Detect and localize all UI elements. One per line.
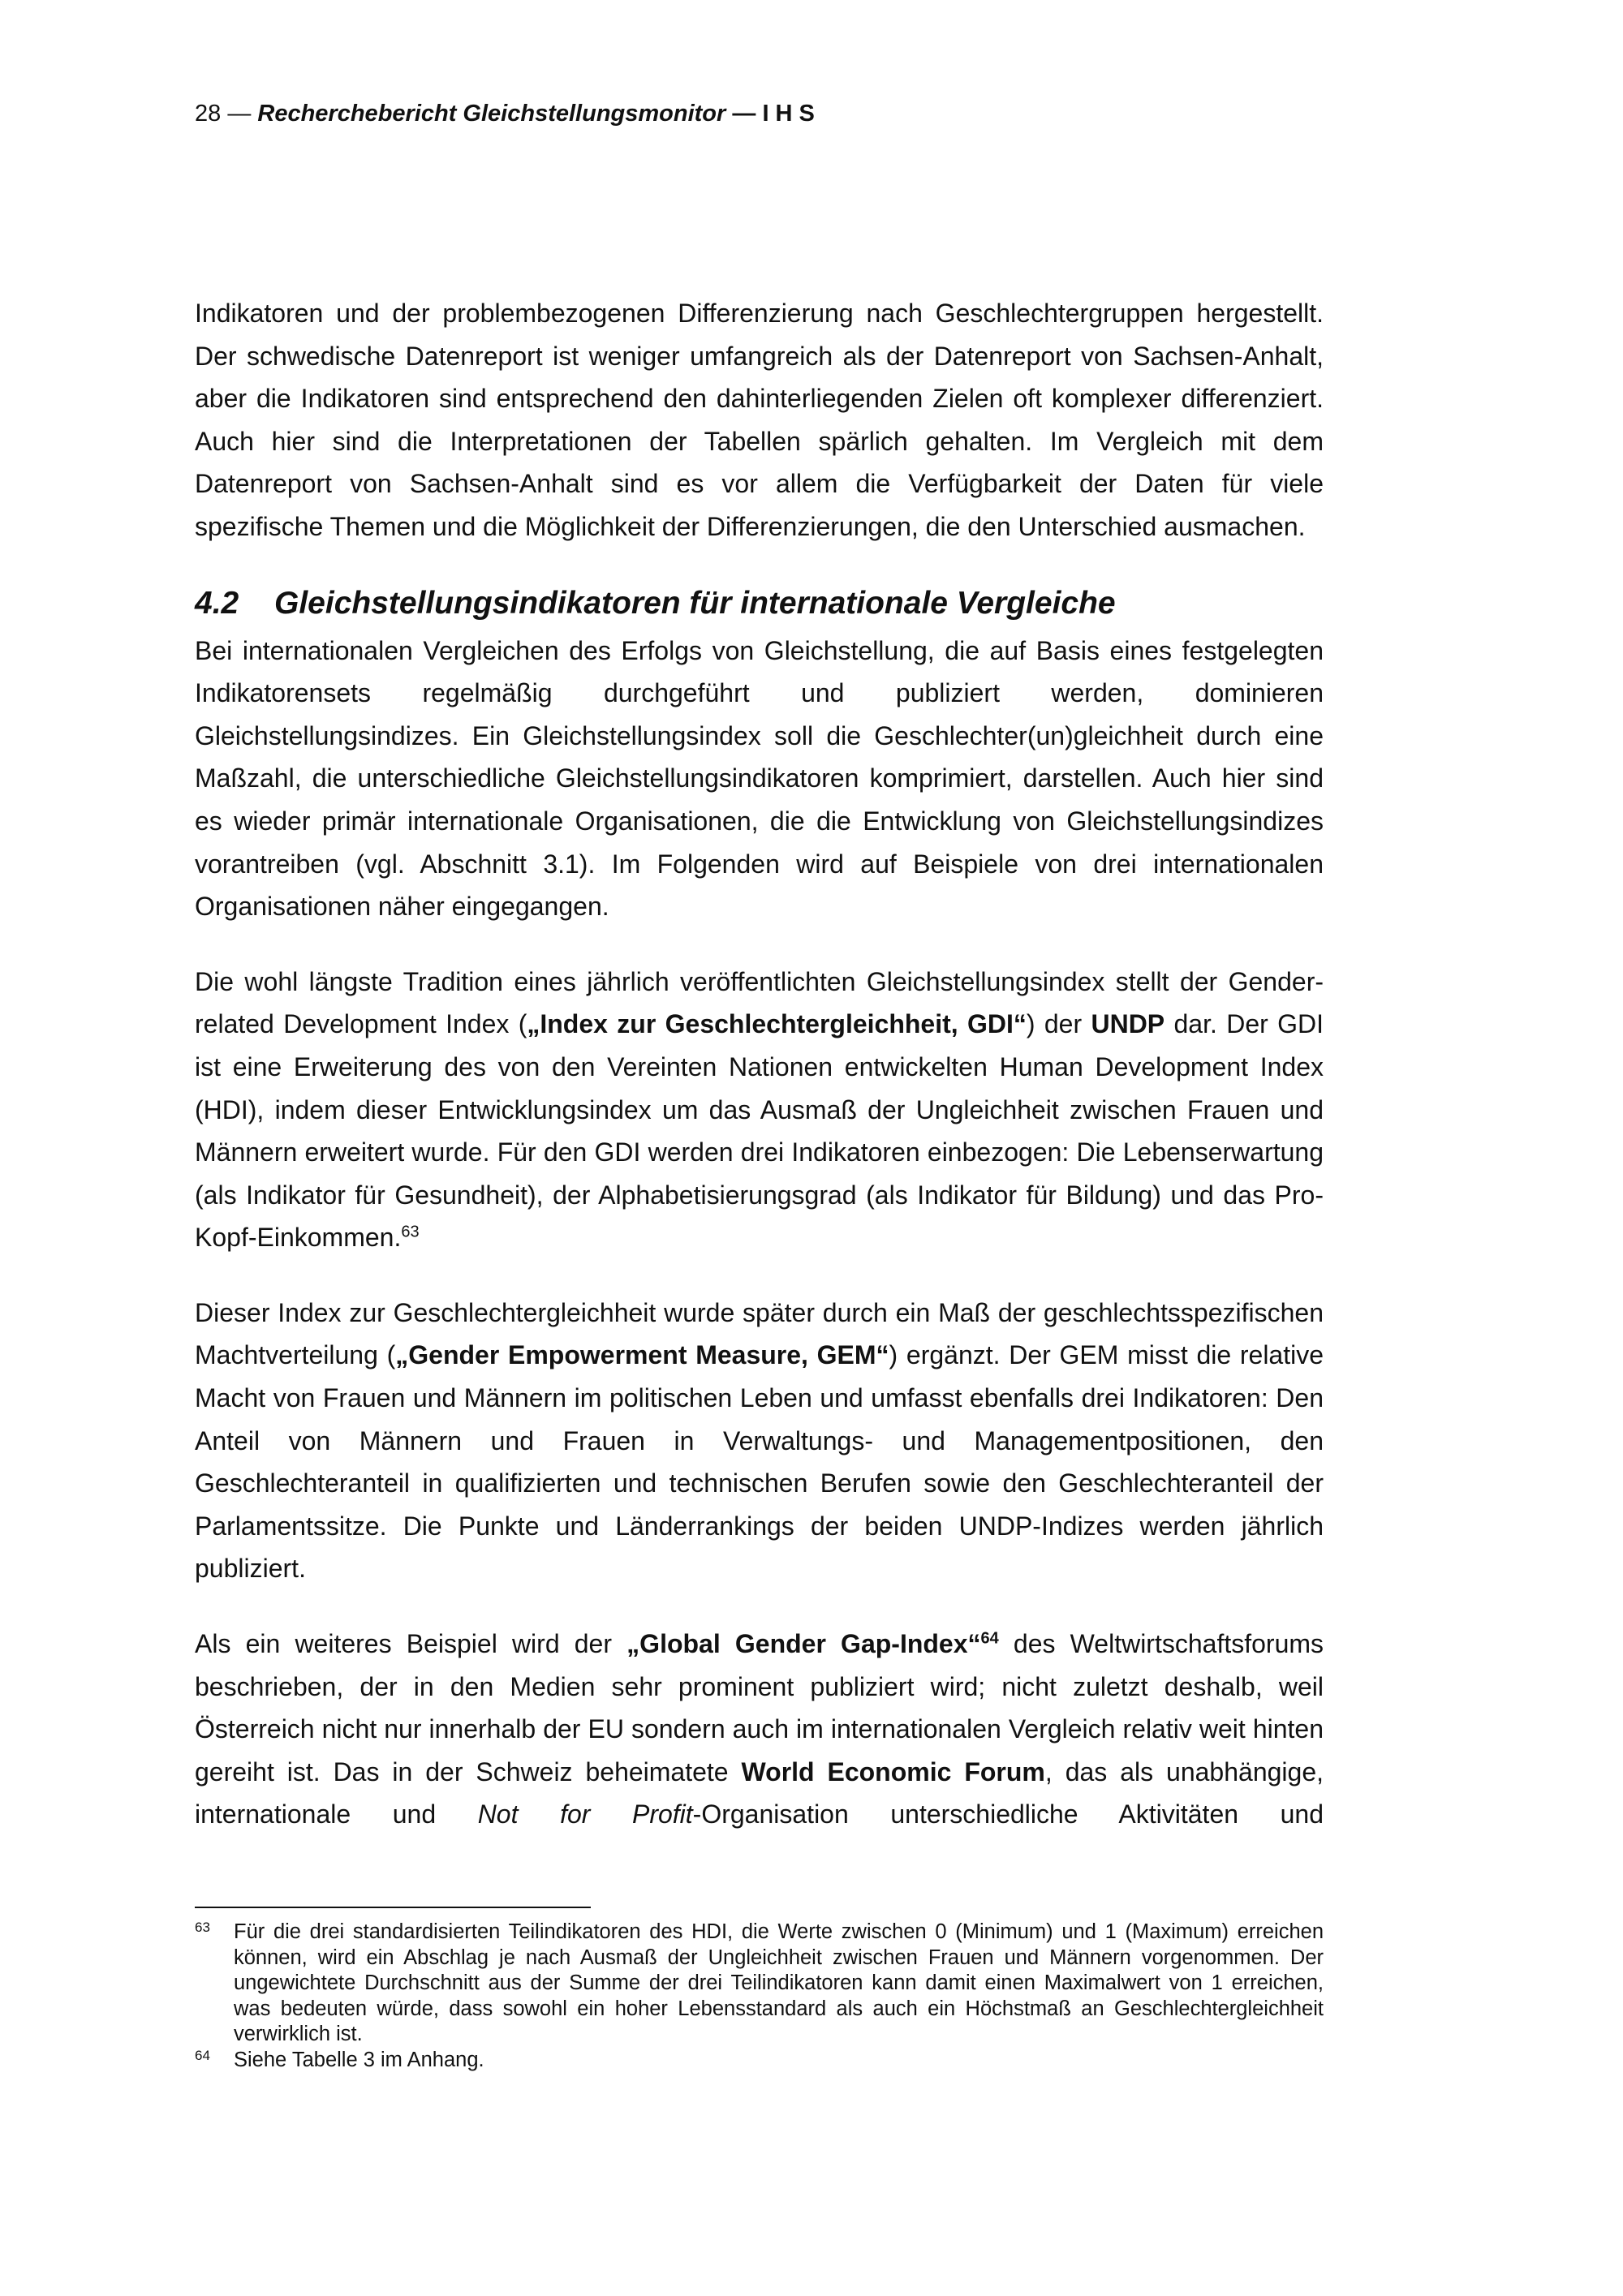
running-header	[195, 101, 815, 127]
text-run: Als ein weiteres Beispiel wird der	[195, 1629, 627, 1659]
footnote	[195, 2048, 1324, 2074]
text-run: ) der	[1026, 1009, 1091, 1039]
text-run: des Weltwirtschaftsforums beschrieben, der in den Medien sehr prominent publiziert wird; nicht zuletzt deshalb, weil Österreich nicht nur innerhalb der EU sondern auch im internationalen Vergleich relativ weit hinten gereiht ist. Das in der Schweiz beheimatete	[195, 1629, 1324, 1786]
paragraph	[195, 630, 1324, 928]
text-run: , das als unabhängige, internationale und	[195, 1756, 1324, 1829]
text-run: ) ergänzt. Der GEM misst die relative Macht von Frauen und Männern im politischen Leben und umfasst ebenfalls drei Indikatoren: Den Anteil von Männern und Frauen in Verwaltungs- und Managementpositionen, den Geschlechteranteil in qualifizierten und technischen Berufen sowie den Geschlechteranteil der Parlamentssitze. Die Punkte und Länderrankings der beiden UNDP-Indizes werden jährlich publiziert.	[195, 1340, 1324, 1584]
bold-text: „Index zur Geschlechtergleichheit, GDI“	[527, 1009, 1027, 1039]
paragraph	[195, 1623, 1324, 1836]
section-heading	[195, 581, 1324, 626]
section-number: 4.2	[195, 585, 239, 621]
text-run: Indikatoren und der problembezogenen Differenzierung nach Geschlechtergruppen hergestellt. Der schwedische Datenreport ist weniger umfangreich als der Datenreport von Sachsen-Anhalt, aber die Indikatoren sind entsprechend den dahinterliegenden Zielen oft komplexer differenziert. Auch hier sind die Interpretationen der Tabellen spärlich gehalten. Im Vergleich mit dem Datenreport von Sachsen-Anhalt sind es vor allem die Verfügbarkeit der Daten für viele spezifische Themen und die Möglichkeit der Differenzierungen, die den Unterschied ausmachen.	[195, 299, 1324, 541]
bold-text: „Global Gender Gap-Index“	[626, 1629, 981, 1659]
header-separator: —	[221, 101, 258, 127]
section-title: Gleichstellungsindikatoren für internationale Vergleiche	[274, 585, 1116, 621]
footnote-divider	[195, 1907, 591, 1908]
footnote-number: 64	[195, 2047, 210, 2063]
italic-text: Not for Profit	[477, 1799, 693, 1829]
institution-name: I H S	[762, 101, 815, 127]
bold-text: World Economic Forum	[741, 1756, 1045, 1786]
report-title: Recherchebericht Gleichstellungsmonitor	[257, 101, 726, 127]
paragraph	[195, 292, 1324, 548]
footnote-text: Für die drei standardisierten Teilindikatoren des HDI, die Werte zwischen 0 (Minimum) und 1 (Maximum) erreichen können, wird ein Abschlag je nach Ausmaß der Ungleichheit zwischen Frauen und Männern vorgenommen. Der ungewichtete Durchschnitt aus der Summe der drei Teilindikatoren kann damit einen Maximalwert von 1 erreichen, was bedeuten würde, dass sowohl ein hoher Lebensstandard als auch ein Höchstmaß an Geschlechtergleichheit verwirklich ist.	[234, 1920, 1324, 2045]
footnote-reference: 63	[401, 1223, 420, 1241]
page-number: 28	[195, 101, 222, 127]
text-run: dar. Der GDI ist eine Erweiterung des von den Vereinten Nationen entwickelten Human Development Index (HDI), indem dieser Entwicklungsindex um das Ausmaß der Ungleichheit zwischen Frauen und Männern erweitert wurde. Für den GDI werden drei Indikatoren einbezogen: Die Lebenserwartung (als Indikator für Gesundheit), der Alphabetisierungsgrad (als Indikator für Bildung) und das Pro-Kopf-Einkommen.	[195, 1009, 1324, 1253]
footnotes	[195, 1907, 1324, 2073]
footnote	[195, 1920, 1324, 2048]
text-run: -Organisation unterschiedliche Aktivitäten und	[692, 1799, 1324, 1829]
footnote-reference: 64	[980, 1629, 999, 1648]
footnote-text: Siehe Tabelle 3 im Anhang.	[234, 2048, 484, 2071]
text-run: Bei internationalen Vergleichen des Erfolgs von Gleichstellung, die auf Basis eines festgelegten Indikatorensets regelmäßig durchgeführt und publiziert werden, dominieren Gleichstellungsindizes. Ein Gleichstellungsindex soll die Geschlechter(un)gleichheit durch eine Maßzahl, die unterschiedliche Gleichstellungsindikatoren komprimiert, darstellen. Auch hier sind es wieder primär internationale Organisationen, die die Entwicklung von Gleichstellungsindizes vorantreiben (vgl. Abschnitt 3.1). Im Folgenden wird auf Beispiele von drei internationalen Organisationen näher eingegangen.	[195, 635, 1324, 922]
bold-text: UNDP	[1091, 1009, 1165, 1039]
text-run: Dieser Index zur Geschlechtergleichheit wurde später durch ein Maß der geschlechtsspezifischen Machtverteilung (	[195, 1297, 1324, 1370]
header-separator: —	[725, 101, 763, 127]
bold-text: „Gender Empowerment Measure, GEM“	[395, 1340, 889, 1370]
text-run: Die wohl längste Tradition eines jährlich veröffentlichten Gleichstellungsindex stellt der Gender-related Development Index (	[195, 966, 1324, 1039]
paragraph	[195, 961, 1324, 1259]
body-text	[195, 292, 1324, 1868]
section-paragraphs	[195, 630, 1324, 1836]
paragraph	[195, 1292, 1324, 1590]
intro-paragraphs	[195, 292, 1324, 548]
footnote-number: 63	[195, 1920, 210, 1935]
